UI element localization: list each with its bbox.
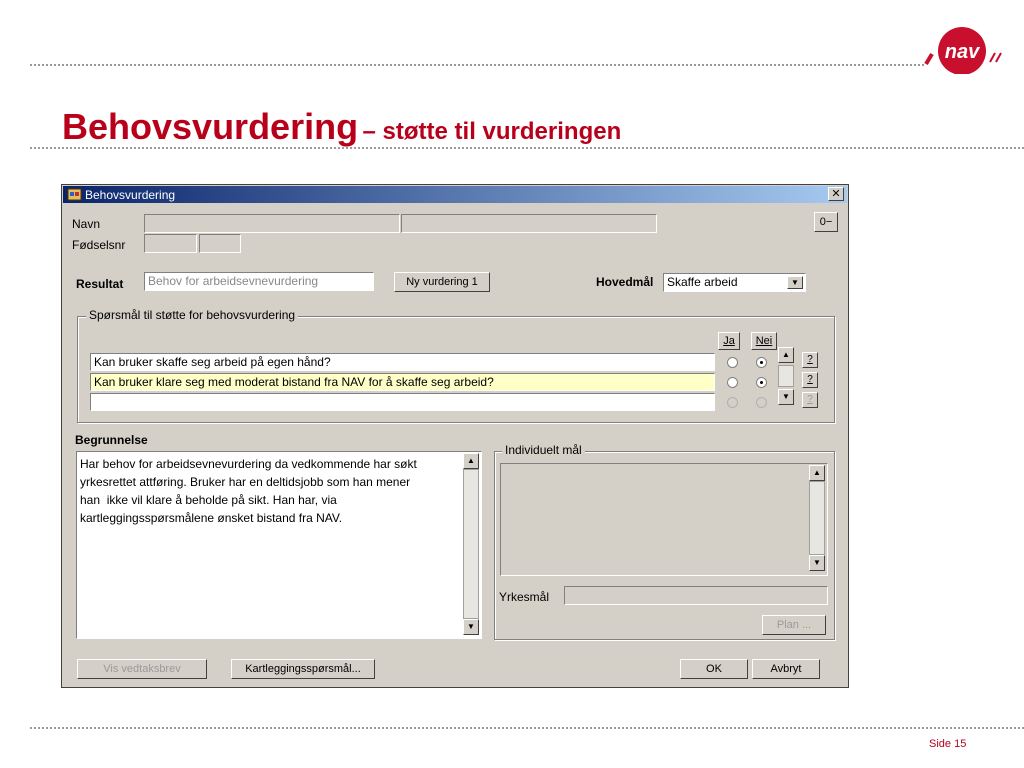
fodselsnr-field-2[interactable]: [199, 234, 241, 253]
begrunnelse-text: Har behov for arbeidsevnevurdering da vedkommende har søkt yrkesrettet attføring. Bruker har en deltidsjobb som han mener han ikke vil klare å beholde på sikt. Han har, via kartleggingsspørsmålene ønsket bistand fra NAV.: [80, 457, 417, 525]
ja-header-button[interactable]: Ja: [718, 332, 740, 350]
individuelt-mal-scroll-track[interactable]: [809, 481, 825, 555]
fodselsnr-field-1[interactable]: [144, 234, 197, 253]
kartlegging-button[interactable]: Kartleggingsspørsmål...: [231, 659, 375, 679]
begrunnelse-scroll-track[interactable]: [463, 469, 479, 619]
begrunnelse-scroll-down-icon[interactable]: ▼: [463, 619, 479, 635]
logo-text: nav: [944, 41, 980, 63]
question-3-help-button: ?: [802, 392, 818, 408]
hovedmal-value: Skaffe arbeid: [667, 275, 738, 289]
begrunnelse-label: Begrunnelse: [75, 433, 148, 447]
question-1-nei-radio[interactable]: [756, 357, 767, 368]
top-dotted-rule: [30, 64, 924, 66]
begrunnelse-scroll-up-icon[interactable]: ▲: [463, 453, 479, 469]
resultat-label: Resultat: [76, 277, 124, 291]
navn-field-1[interactable]: [144, 214, 400, 233]
questions-group-title: Spørsmål til støtte for behovsvurdering: [86, 308, 298, 322]
question-3-ja-radio: [727, 397, 738, 408]
ny-vurdering-button[interactable]: Ny vurdering 1: [394, 272, 490, 292]
avbryt-button[interactable]: Avbryt: [752, 659, 820, 679]
vis-vedtaksbrev-button: Vis vedtaksbrev: [77, 659, 207, 679]
app-icon: [67, 187, 82, 201]
navn-field-2[interactable]: [401, 214, 657, 233]
individuelt-mal-scroll-up-icon[interactable]: ▲: [809, 465, 825, 481]
yrkesmal-label: Yrkesmål: [499, 590, 550, 604]
hovedmal-label: Hovedmål: [596, 275, 654, 289]
bottom-dotted-rule: [30, 727, 1024, 729]
begrunnelse-textarea[interactable]: [76, 451, 482, 639]
hovedmal-dropdown-arrow-icon[interactable]: ▼: [787, 276, 803, 289]
nav-logo: [924, 24, 1024, 74]
question-2-ja-radio[interactable]: [727, 377, 738, 388]
fodselsnr-label: Fødselsnr: [72, 238, 126, 252]
window-titlebar[interactable]: [63, 186, 847, 203]
slide-title: [62, 106, 621, 148]
question-1-help-button[interactable]: ?: [802, 352, 818, 368]
hovedmal-select[interactable]: [663, 273, 806, 292]
slide-title-sub: – støtte til vurderingen: [362, 118, 622, 145]
individuelt-mal-textarea[interactable]: [500, 463, 828, 576]
question-3-nei-radio: [756, 397, 767, 408]
questions-scroll-up-icon[interactable]: ▲: [778, 347, 794, 363]
nei-header-button[interactable]: Nei: [751, 332, 777, 350]
question-2-help-button[interactable]: ?: [802, 372, 818, 388]
question-2-nei-radio[interactable]: [756, 377, 767, 388]
ok-button[interactable]: OK: [680, 659, 748, 679]
question-row-1[interactable]: Kan bruker skaffe seg arbeid på egen hånd?: [90, 353, 715, 371]
close-button[interactable]: ✕: [828, 187, 844, 201]
plan-button: Plan ...: [762, 615, 826, 635]
question-row-2[interactable]: Kan bruker klare seg med moderat bistand fra NAV for å skaffe seg arbeid?: [90, 373, 715, 391]
slide-title-main: Behovsvurdering: [62, 106, 359, 147]
page-number: Side 15: [929, 738, 967, 750]
behovsvurdering-window: [61, 184, 849, 688]
individuelt-mal-title: Individuelt mål: [502, 443, 585, 457]
yrkesmal-field[interactable]: [564, 586, 828, 605]
questions-scroll-track[interactable]: [778, 365, 794, 387]
individuelt-mal-scroll-down-icon[interactable]: ▼: [809, 555, 825, 571]
resultat-field[interactable]: Behov for arbeidsevnevurdering: [144, 272, 374, 291]
window-title: Behovsvurdering: [85, 188, 176, 202]
question-row-3[interactable]: [90, 393, 715, 411]
navn-label: Navn: [72, 217, 101, 231]
key-button[interactable]: 0−: [814, 212, 838, 232]
questions-scroll-down-icon[interactable]: ▼: [778, 389, 794, 405]
question-1-ja-radio[interactable]: [727, 357, 738, 368]
